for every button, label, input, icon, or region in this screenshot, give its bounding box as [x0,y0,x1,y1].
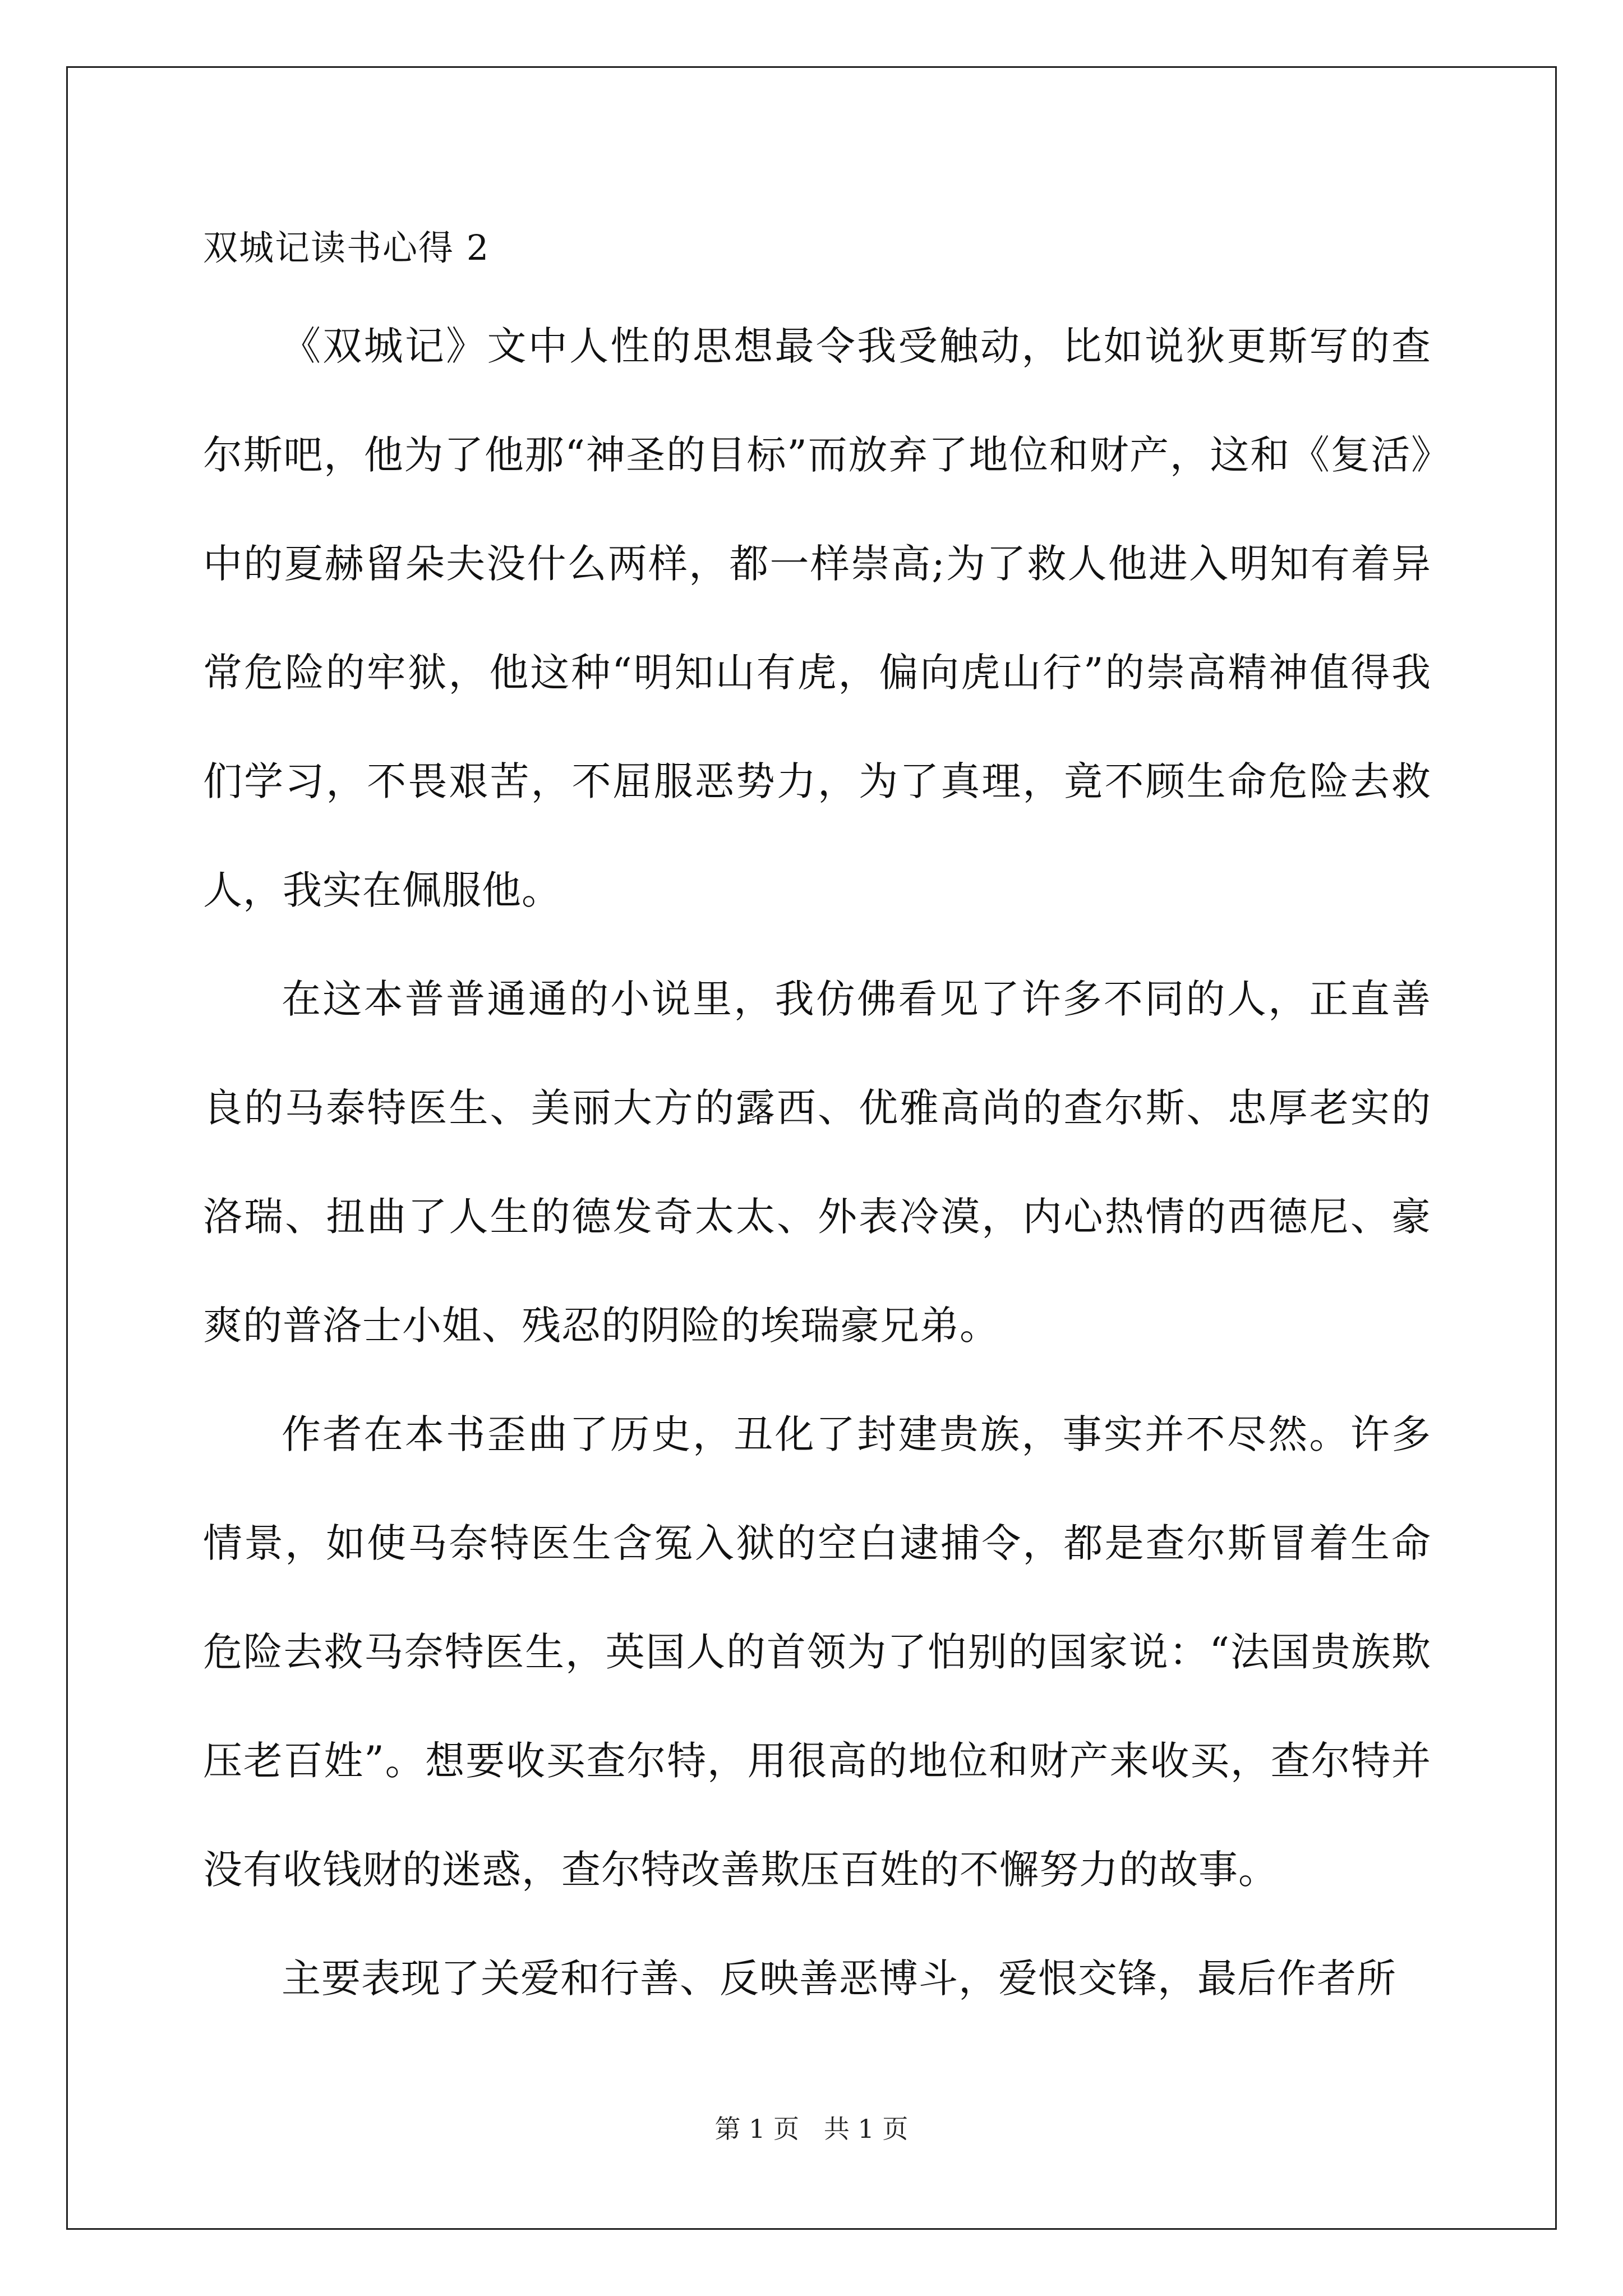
document-body [203,292,1431,2033]
paragraph-3: 作者在本书歪曲了历史，丑化了封建贵族，事实并不尽然。许多情景，如使马奈特医生含冤入狱的空白逮捕令，都是查尔斯冒着生命危险去救马奈特医生，英国人的首领为了怕别的国家说：“法国贵族欺压老百姓”。想要收买查尔特，用很高的地位和财产来收买，查尔特并没有收钱财的迷惑，查尔特改善欺压百姓的不懈努力的故事。 [203,1411,1431,1893]
paragraph-4: 主要表现了关爱和行善、反映善恶博斗，爱恨交锋，最后作者所 [282,1955,1396,2001]
page-footer: 第 1 页 共 1 页 [714,2114,909,2144]
paragraph-2: 在这本普普通通的小说里，我仿佛看见了许多不同的人，正直善良的马泰特医生、美丽大方的露西、优雅高尚的查尔斯、忠厚老实的洛瑞、扭曲了人生的德发奇太太、外表冷漠，内心热情的西德尼、豪爽的普洛士小姐、残忍的阴险的埃瑞豪兄弟。 [203,976,1431,1349]
document-title: 双城记读书心得 2 [203,227,490,268]
paragraph-1: 《双城记》文中人性的思想最令我受触动，比如说狄更斯写的查尔斯吧，他为了他那“神圣的目标”而放弃了地位和财产，这和《复活》中的夏赫留朵夫没什么两样，都一样崇高;为了救人他进入明知有着异常危险的牢狱，他这种“明知山有虎，偏向虎山行”的崇高精神值得我们学习，不畏艰苦，不屈服恶势力，为了真理，竟不顾生命危险去救人，我实在佩服他。 [203,323,1431,913]
